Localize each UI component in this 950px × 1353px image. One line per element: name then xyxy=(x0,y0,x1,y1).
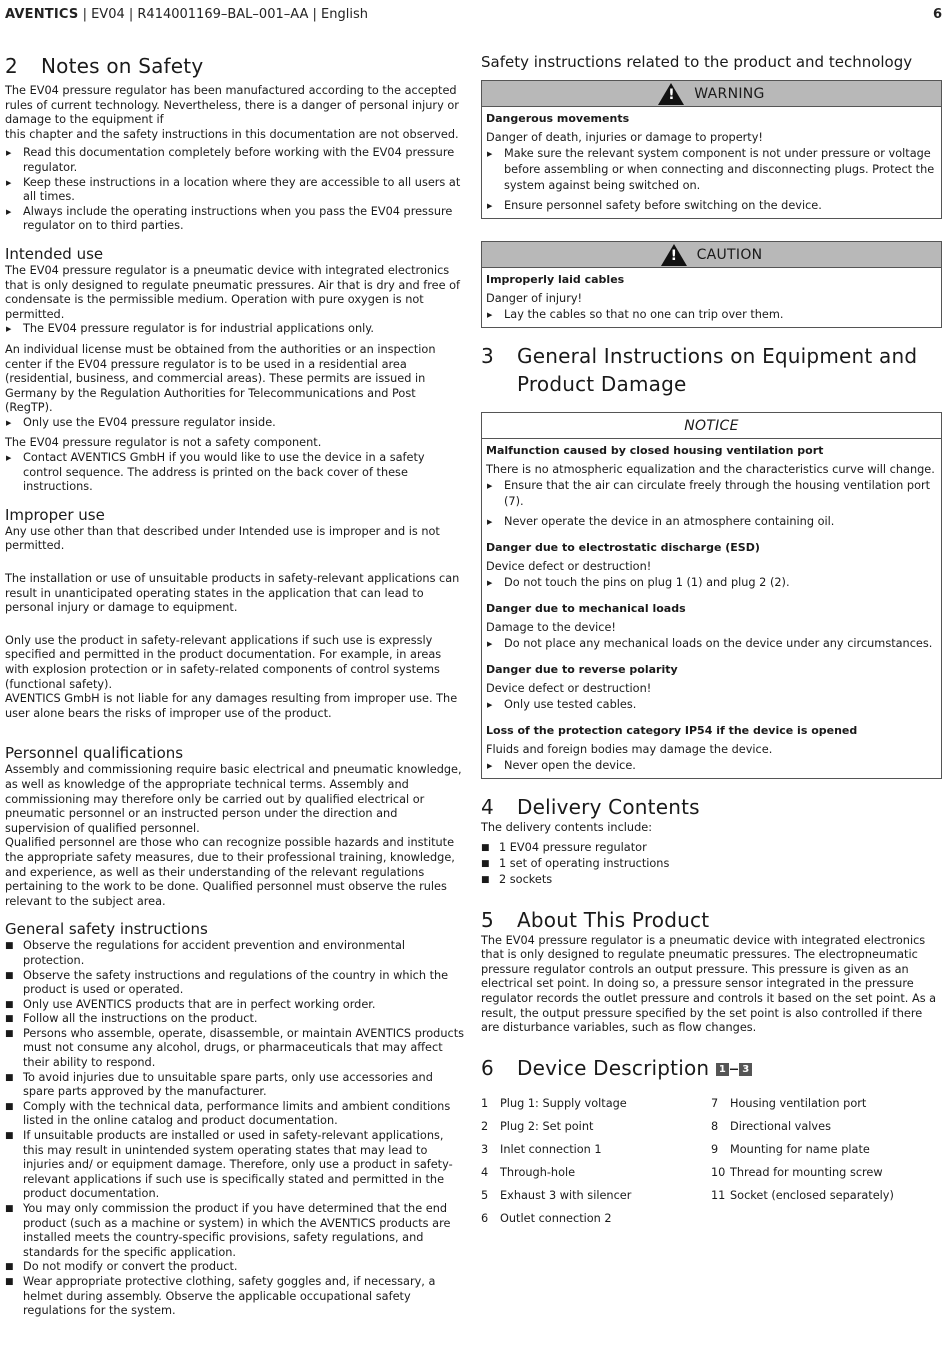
left-column xyxy=(5,52,465,1319)
warning-heading: Dangerous movements xyxy=(486,112,630,125)
warning-bar xyxy=(482,81,941,107)
right-column xyxy=(481,52,942,1226)
general-safety-list xyxy=(5,939,465,1318)
general-safety-heading: General safety instructions xyxy=(5,920,208,939)
list-item: ▶ Only use the EV04 pressure regulator inside. xyxy=(5,416,465,431)
list-item: 10 Thread for mounting screw xyxy=(711,1165,883,1179)
notice-group: Danger due to mechanical loads Damage to the device! ▶ Do not place any mechanical loads on the device under any circumstances. xyxy=(486,601,937,652)
caution-triangle-icon: ! xyxy=(661,244,687,266)
warning-triangle-icon: ! xyxy=(658,83,684,105)
warning-box xyxy=(481,80,942,219)
improper-use-p2: The installation or use of unsuitable products in safety-relevant applications can result in unanticipated operating states in the application that can lead to personal injury or damage to equipment. xyxy=(5,572,460,615)
section-4-title: 4 Delivery Contents xyxy=(481,795,700,819)
improper-use-p3: Only use the product in safety-relevant applications if such use is expressly specified and permitted in the product documentation. For example, in areas with explosion protection or in safety-related components of control systems (functional safety). xyxy=(5,633,442,691)
section-2-intro-1: The EV04 pressure regulator has been manufactured according to the accepted rules of current technology. Nevertheless, there is a danger of personal injury or damage to the equipment if xyxy=(5,84,459,127)
safety-product-heading: Safety instructions related to the product and technology xyxy=(481,53,913,71)
list-item: ■ If unsuitable products are installed or used in safety-relevant applications, this may result in unintended system operating states that may lead to injuries and/ or equipment damage. Therefore, only use a product in safety-relevant applications if such use is specifically stated and permitted in the product documentation. xyxy=(5,1129,465,1202)
caution-bar xyxy=(482,242,941,268)
list-item: ▶ Never operate the device in an atmosphere containing oil. xyxy=(486,514,937,530)
improper-use-p4: AVENTICS GmbH is not liable for any damages resulting from improper use. The user alone bears the risks of improper use of the product. xyxy=(5,692,458,720)
list-item: ▶ The EV04 pressure regulator is for industrial applications only. xyxy=(5,322,465,337)
list-item: ▶ Contact AVENTICS GmbH if you would like to use the device in a safety control sequence. The address is printed on the back cover of these instructions. xyxy=(5,451,465,495)
list-item: 6 Outlet connection 2 xyxy=(481,1211,612,1225)
list-item: ▶ Ensure personnel safety before switching on the device. xyxy=(486,198,937,214)
section-6-title: 6 Device Description 1 – 3 xyxy=(481,1054,942,1082)
brand-name: AVENTICS xyxy=(5,7,79,22)
section-2-intro-2: this chapter and the safety instructions in this documentation are not observed. xyxy=(5,127,459,141)
list-item: ■ Observe the regulations for accident prevention and environmental protection. xyxy=(5,939,465,968)
personnel-p2: Qualified personnel are those who can recognize possible hazards and institute the appropriate safety measures, due to their professional training, knowledge, and experience, as well as their understanding of the relevant regulations pertaining to the work to be done. Qualified personnel must observe the rules relevant to the subject area. xyxy=(5,836,455,908)
notice-label: NOTICE xyxy=(482,413,941,439)
figure-ref-badge: 1 xyxy=(716,1063,729,1076)
list-item: ▶ Always include the operating instructions when you pass the EV04 pressure regulator on to third parties. xyxy=(5,205,465,234)
list-item: 11 Socket (enclosed separately) xyxy=(711,1188,894,1202)
improper-use-heading: Improper use xyxy=(5,505,105,524)
personnel-heading: Personnel qualifications xyxy=(5,744,184,763)
personnel-p1: Assembly and commissioning require basic electrical and pneumatic knowledge, as well as knowledge of the appropriate technical terms. Assembly and commissioning may therefore only be carried out by qualified electrical or pneumatic personnel or an instructed person under the direction and supervision of qualified personnel. xyxy=(5,763,462,835)
list-item: ■ Persons who assemble, operate, disassemble, or maintain AVENTICS products must not consume any alcohol, drugs, or pharmaceuticals that may affect their ability to respond. xyxy=(5,1027,465,1071)
intended-use-p3: The EV04 pressure regulator is not a safety component. xyxy=(5,436,322,450)
intended-use-heading: Intended use xyxy=(5,244,104,263)
list-item: ■ Do not modify or convert the product. xyxy=(5,1260,465,1275)
doc-reference: | EV04 | R414001169–BAL–001–AA | English xyxy=(78,7,368,22)
caution-label: CAUTION xyxy=(696,246,763,263)
intended-use-p2: An individual license must be obtained from the authorities or an inspection center if the EV04 pressure regulator is to be used in a residential area (residential, business, and commercial areas). These permits are issued in Germany by the Regulation Authorities for Telecommunications and Post (RegTP). xyxy=(5,342,436,415)
page-header xyxy=(5,7,942,22)
page-number: 6 xyxy=(932,7,942,22)
list-item: ■ To avoid injuries due to unsuitable spare parts, only use accessories and spare parts approved by the manufacturer. xyxy=(5,1071,465,1100)
section-5-title: 5 About This Product xyxy=(481,907,710,932)
improper-use-p1: Any use other than that described under Intended use is improper and is not permitted. xyxy=(5,524,440,553)
list-item: 2 Plug 2: Set point xyxy=(481,1119,594,1133)
list-item: ▶ Make sure the relevant system component is not under pressure or voltage before assembling or when connecting and disconnecting plugs. Protect the system against being switched on. xyxy=(486,146,937,194)
section-2-bullets xyxy=(5,146,465,234)
notice-box xyxy=(481,412,942,779)
list-item: ■ 2 sockets xyxy=(481,872,942,888)
section-2-title: 2 Notes on Safety xyxy=(5,54,204,78)
delivery-intro: The delivery contents include: xyxy=(481,821,653,834)
list-item: ▶ Never open the device. xyxy=(486,758,937,774)
caution-box xyxy=(481,241,942,328)
list-item: ▶ Lay the cables so that no one can trip over them. xyxy=(486,307,937,323)
notice-group: Danger due to electrostatic discharge (ESD) Device defect or destruction! ▶ Do not touch the pins on plug 1 (1) and plug 2 (2). xyxy=(486,540,937,591)
caution-text: Danger of injury! xyxy=(486,292,583,305)
list-item: ■ Observe the safety instructions and regulations of the country in which the product is used or operated. xyxy=(5,969,465,998)
intended-use-p1: The EV04 pressure regulator is a pneumatic device with integrated electronics that is only designed to regulate pneumatic pressures. Air that is dry and free of condensate is the permissible medium. Operation with pure oxygen is not permitted. xyxy=(5,263,461,321)
list-item: ■ Wear appropriate protective clothing, safety goggles and, if necessary, a helmet during assembly. Observe the applicable occupational safety regulations for the system. xyxy=(5,1275,465,1319)
list-item: ■ Only use AVENTICS products that are in perfect working order. xyxy=(5,998,465,1013)
list-item: ■ 1 set of operating instructions xyxy=(481,856,942,872)
list-item: ■ You may only commission the product if you have determined that the end product (such as a machine or system) in which the AVENTICS products are installed meets the country-specific provisions, safety regulations, and standards for the specific application. xyxy=(5,1202,465,1260)
list-item: ▶ Keep these instructions in a location where they are accessible to all users at all times. xyxy=(5,176,465,205)
list-item: ▶ Only use tested cables. xyxy=(486,697,937,713)
list-item: 4 Through-hole xyxy=(481,1165,576,1179)
warning-label: WARNING xyxy=(694,85,765,102)
list-item: ■ 1 EV04 pressure regulator xyxy=(481,840,942,856)
list-item: 1 Plug 1: Supply voltage xyxy=(481,1096,627,1110)
delivery-list xyxy=(481,840,942,888)
list-item: ▶ Read this documentation completely before working with the EV04 pressure regulator. xyxy=(5,146,465,175)
list-item: ▶ Do not place any mechanical loads on the device under any circumstances. xyxy=(486,636,937,652)
list-item: 3 Inlet connection 1 xyxy=(481,1142,602,1156)
notice-group: Loss of the protection category IP54 if the device is opened Fluids and foreign bodies may damage the device. ▶ Never open the device. xyxy=(486,723,937,774)
list-item: 8 Directional valves xyxy=(711,1119,831,1133)
list-item: 7 Housing ventilation port xyxy=(711,1096,867,1110)
list-item: ■ Follow all the instructions on the product. xyxy=(5,1012,465,1027)
list-item: 9 Mounting for name plate xyxy=(711,1142,870,1156)
list-item: 5 Exhaust 3 with silencer xyxy=(481,1188,632,1202)
list-item: ■ Comply with the technical data, performance limits and ambient conditions listed in the online catalog and product documentation. xyxy=(5,1100,465,1129)
list-item: ▶ Ensure that the air can circulate freely through the housing ventilation port (7). xyxy=(486,478,937,510)
section-3-title: 3 General Instructions on Equipment and Product Damage xyxy=(481,344,918,396)
list-item: ▶ Do not touch the pins on plug 1 (1) and plug 2 (2). xyxy=(486,575,937,591)
warning-text: Danger of death, injuries or damage to property! xyxy=(486,131,763,144)
figure-ref-badge: 3 xyxy=(739,1063,752,1076)
device-description-list xyxy=(481,1096,942,1226)
about-product-text: The EV04 pressure regulator is a pneumatic device with integrated electronics that is only designed to regulate pneumatic pressures. The electropneumatic pressure regulator controls an output pressure. This pressure is given as an electrical set point. In doing so, a pressure sensor integrated in the pressure regulator records the outlet pressure and controls it based on the set point. As a result, the output pressure specified by the set point is also controlled if there are disturbance variables, such as flow changes. xyxy=(481,933,937,1035)
caution-heading: Improperly laid cables xyxy=(486,273,625,286)
notice-group: Danger due to reverse polarity Device defect or destruction! ▶ Only use tested cables. xyxy=(486,662,937,713)
notice-group: Malfunction caused by closed housing ventilation port There is no atmospheric equalization and the characteristics curve will change. ▶ Ensure that the air can circulate freely through the housing ventilation port (7). ▶ Never operate the device in an atmosphere containing oil. xyxy=(486,443,937,530)
